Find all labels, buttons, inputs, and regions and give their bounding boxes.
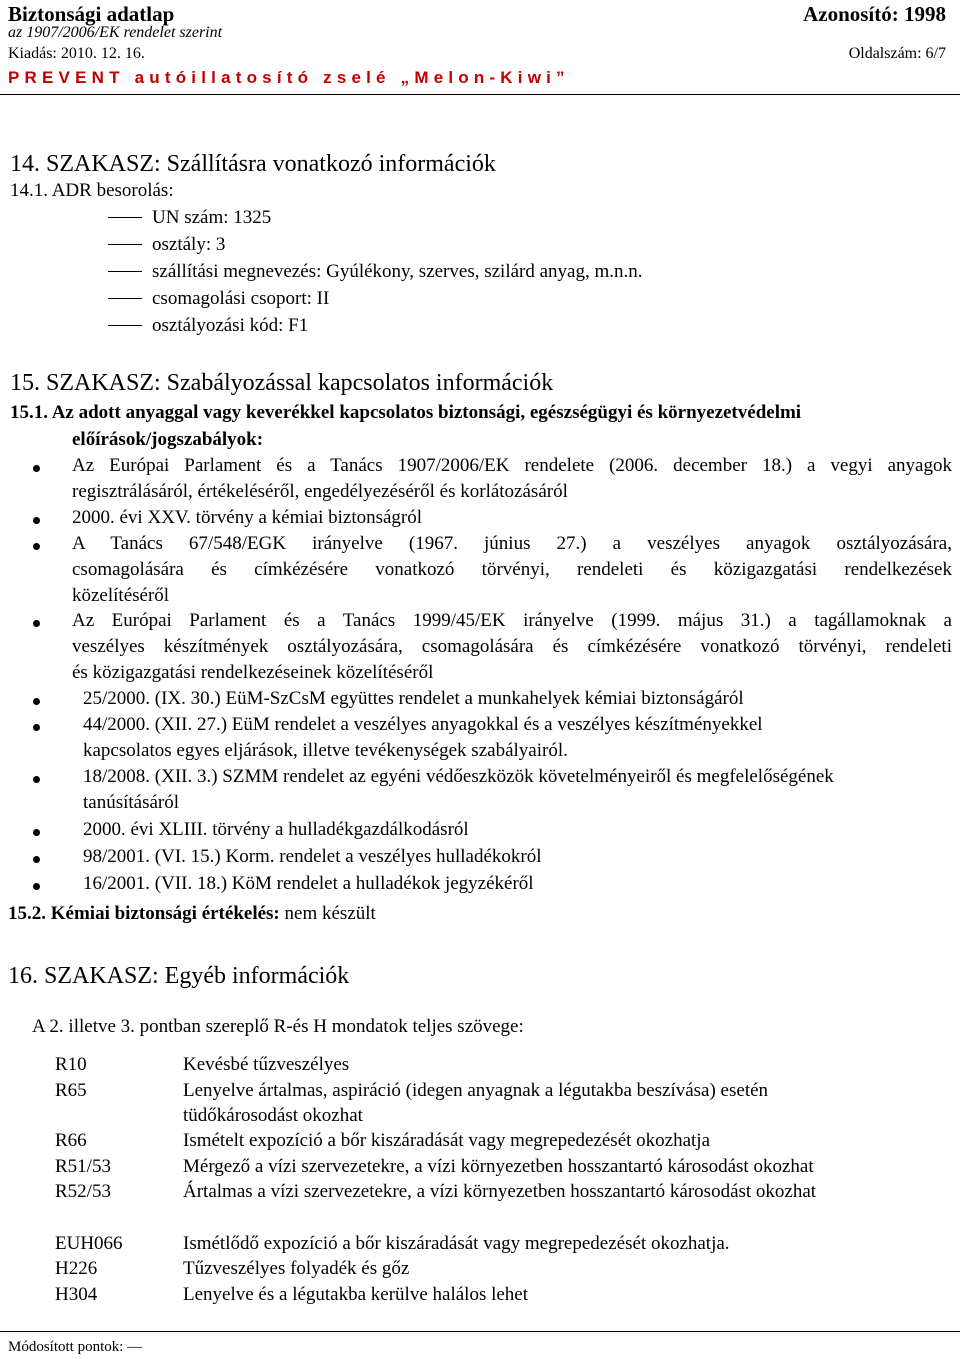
phrase-code: R10	[55, 1054, 87, 1075]
regulation-line: Az Európai Parlament és a Tanács 1999/45/EK irányelve (1999. május 31.) a tagállamoknak a	[72, 610, 952, 631]
phrase-text: Ártalmas a vízi szervezetekre, a vízi környezetben hosszantartó károsodást okozhat	[183, 1181, 817, 1202]
regulation-line: A Tanács 67/548/EGK irányelve (1967. június 27.) a veszélyes anyagok osztályozására,	[72, 533, 952, 554]
regulation-line: veszélyes készítmények osztályozására, csomagolására és címkézésére vonatkozó törvényi, rendeleti	[72, 636, 952, 657]
bullet	[33, 883, 40, 890]
bullet	[33, 543, 40, 550]
bullet	[33, 724, 40, 731]
phrase-text: Kevésbé tűzveszélyes	[183, 1054, 350, 1075]
section-14-heading: 14. SZAKASZ: Szállításra vonatkozó információk	[10, 151, 496, 177]
regulation-line: csomagolására és címkézésére vonatkozó törvényi, rendeleti és közigazgatási rendelkezések	[72, 559, 952, 580]
document-title: Biztonsági adatlap	[8, 2, 175, 26]
bullet	[33, 517, 40, 524]
bullet	[33, 465, 40, 472]
list-item: szállítási megnevezés: Gyúlékony, szerves, szilárd anyag, m.n.n.	[108, 261, 643, 283]
section-16-intro: A 2. illetve 3. pontban szereplő R-és H mondatok teljes szövege:	[32, 1016, 524, 1037]
bullet	[33, 698, 40, 705]
list-item: csomagolási csoport: II	[108, 288, 329, 310]
regulation-line: 2000. évi XXV. törvény a kémiai biztonságról	[72, 507, 423, 528]
regulation-line: kapcsolatos egyes eljárások, illetve tevékenységek szabályairól.	[83, 740, 568, 761]
bullet	[33, 620, 40, 627]
list-item: osztály: 3	[108, 234, 225, 256]
phrase-text: Lenyelve ártalmas, aspiráció (idegen anyagnak a légutakba beszívása) esetén	[183, 1080, 769, 1101]
document-identifier: Azonosító: 1998	[803, 2, 946, 26]
regulation-line: 2000. évi XLIII. törvény a hulladékgazdálkodásról	[83, 819, 469, 840]
phrase-text: Ismételt expozíció a bőr kiszáradását vagy megrepedezését okozhatja	[183, 1130, 711, 1151]
phrase-code: R65	[55, 1080, 87, 1101]
phrase-code: H304	[55, 1284, 98, 1305]
phrase-code: R66	[55, 1130, 87, 1151]
section-16-heading: 16. SZAKASZ: Egyéb információk	[8, 963, 350, 989]
list-item: osztályozási kód: F1	[108, 315, 308, 337]
section-15-1-heading: 15.1. Az adott anyaggal vagy keverékkel kapcsolatos biztonsági, egészségügyi és környezetvédelmi	[10, 402, 802, 423]
regulation-line: tanúsításáról	[83, 792, 180, 813]
regulation-line: 16/2001. (VII. 18.) KöM rendelet a hulladékok jegyzékéről	[83, 873, 534, 894]
page-number: Oldalszám: 6/7	[848, 45, 946, 62]
section-14-1-heading: 14.1. ADR besorolás:	[10, 180, 174, 201]
phrase-code: H226	[55, 1258, 98, 1279]
regulation-reference: az 1907/2006/EK rendelet szerint	[8, 24, 223, 41]
product-name: PREVENT autóillatosító zselé „Melon-Kiwi”	[8, 68, 570, 87]
bullet	[33, 829, 40, 836]
regulation-line: közelítéséről	[72, 585, 170, 606]
phrase-code: EUH066	[55, 1233, 123, 1254]
list-item: UN szám: 1325	[108, 207, 271, 229]
footer-divider	[0, 1331, 960, 1332]
phrase-text: Mérgező a vízi szervezetekre, a vízi környezetben hosszantartó károsodást okozhat	[183, 1156, 814, 1177]
phrase-text: Ismétlődő expozíció a bőr kiszáradását vagy megrepedezését okozhatja.	[183, 1233, 730, 1254]
regulation-line: és közigazgatási rendelkezéseinek közelítéséről	[72, 662, 434, 683]
bullet	[33, 856, 40, 863]
regulation-line: 25/2000. (IX. 30.) EüM-SzCsM együttes rendelet a munkahelyek kémiai biztonságáról	[83, 688, 744, 709]
regulation-line: 98/2001. (VI. 15.) Korm. rendelet a veszélyes hulladékokról	[83, 846, 542, 867]
section-15-heading: 15. SZAKASZ: Szabályozással kapcsolatos információk	[10, 370, 554, 396]
phrase-text: Lenyelve és a légutakba kerülve halálos lehet	[183, 1284, 529, 1305]
regulation-line: 18/2008. (XII. 3.) SZMM rendelet az egyéni védőeszközök követelményeiről és megfelelőségének	[83, 766, 834, 787]
phrase-text-cont: tüdőkárosodást okozhat	[183, 1105, 363, 1126]
header-divider	[0, 94, 960, 95]
phrase-code: R51/53	[55, 1156, 111, 1177]
section-15-2: 15.2. Kémiai biztonsági értékelés: nem készült	[8, 903, 376, 924]
section-15-1-heading-cont: előírások/jogszabályok:	[72, 429, 264, 450]
bullet	[33, 776, 40, 783]
phrase-text: Tűzveszélyes folyadék és gőz	[183, 1258, 410, 1279]
regulation-line: 44/2000. (XII. 27.) EüM rendelet a veszélyes anyagokkal és a veszélyes készítményekkel	[83, 714, 763, 735]
modified-sections: Módosított pontok: —	[8, 1339, 143, 1355]
issue-date: Kiadás: 2010. 12. 16.	[8, 45, 145, 62]
phrase-code: R52/53	[55, 1181, 111, 1202]
regulation-line: regisztrálásáról, értékeléséről, engedélyezéséről és korlátozásáról	[72, 481, 568, 502]
regulation-line: Az Európai Parlament és a Tanács 1907/2006/EK rendelete (2006. december 18.) a vegyi anyagok	[72, 455, 952, 476]
